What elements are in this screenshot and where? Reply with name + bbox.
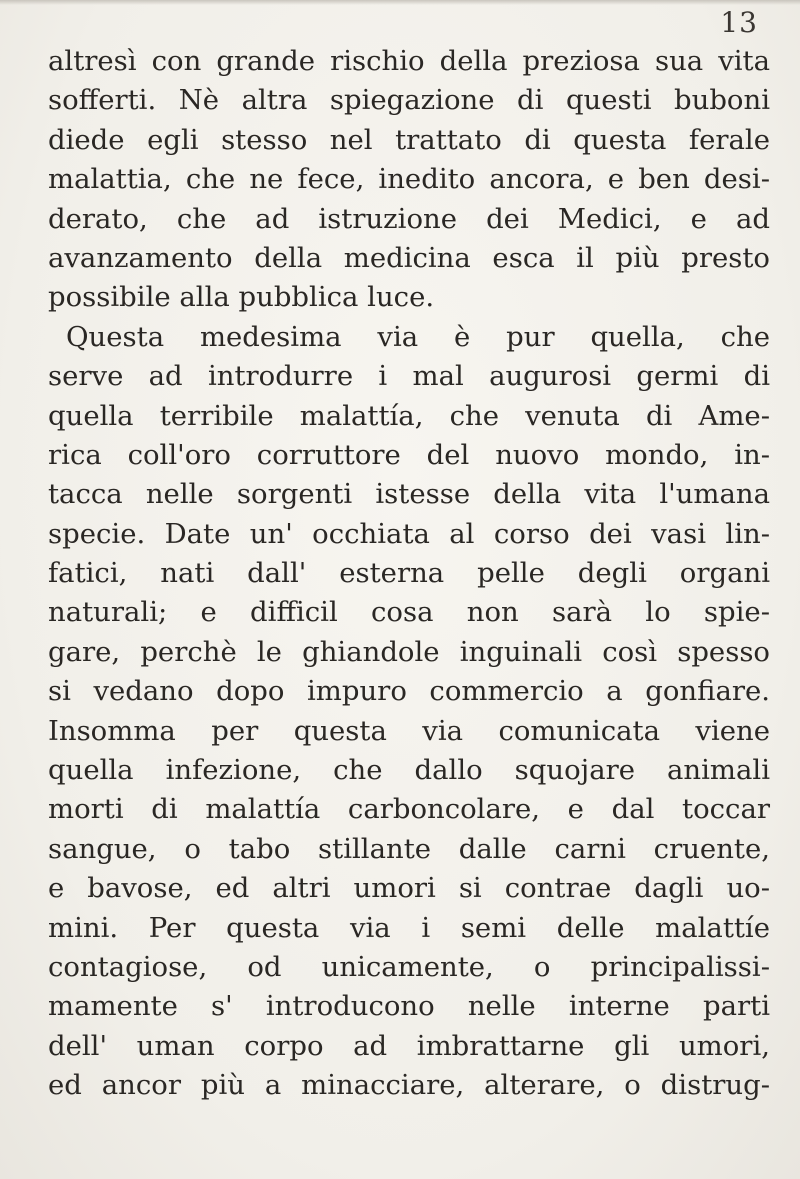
- text-line: contagiose, od unicamente, o principalissi-: [48, 950, 770, 983]
- text-line: ed ancor più a minacciare, alterare, o distrug-: [48, 1069, 770, 1102]
- text-line: possibile alla pubblica luce.: [48, 281, 435, 314]
- text-line: mini. Per questa via i semi delle malattíe: [48, 911, 770, 944]
- text-line: Insomma per questa via comunicata viene: [48, 714, 770, 747]
- text-line: quella terribile malattía, che venuta di Ame-: [48, 399, 770, 432]
- page-number: 13: [720, 6, 758, 39]
- text-line: quella infezione, che dallo squojare animali: [48, 754, 770, 787]
- text-line: dell' uman corpo ad imbrattarne gli umori,: [48, 1029, 770, 1062]
- text-line: si vedano dopo impuro commercio a gonfiare.: [48, 675, 770, 708]
- text-line: gare, perchè le ghiandole inguinali così spesso: [48, 635, 770, 668]
- text-line: altresì con grande rischio della preziosa sua vita: [48, 45, 770, 77]
- text-line: diede egli stesso nel trattato di questa ferale: [48, 123, 770, 156]
- text-line: e bavose, ed altri umori si contrae dagli uo-: [48, 872, 770, 905]
- text-line: serve ad introdurre i mal augurosi germi di: [48, 360, 770, 393]
- page-top-edge: [0, 0, 800, 5]
- text-line: derato, che ad istruzione dei Medici, e ad: [48, 202, 770, 235]
- text-line: rica coll'oro corruttore del nuovo mondo, in-: [48, 438, 770, 471]
- text-line: sofferti. Nè altra spiegazione di questi buboni: [48, 84, 770, 117]
- body-text: [48, 42, 770, 1106]
- text-line: naturali; e difficil cosa non sarà lo spie-: [48, 596, 770, 629]
- text-line: mamente s' introducono nelle interne parti: [48, 990, 770, 1023]
- text-line: sangue, o tabo stillante dalle carni cruente,: [48, 832, 770, 865]
- text-line: tacca nelle sorgenti istesse della vita l'umana: [48, 478, 770, 511]
- text-line: avanzamento della medicina esca il più presto: [48, 241, 770, 274]
- text-line: malattia, che ne fece, inedito ancora, e ben desi-: [48, 163, 770, 196]
- text-line: morti di malattía carboncolare, e dal toccar: [48, 793, 770, 826]
- text-line: Questa medesima via è pur quella, che: [66, 320, 770, 353]
- text-line: fatici, nati dall' esterna pelle degli organi: [48, 557, 770, 590]
- text-line: specie. Date un' occhiata al corso dei vasi lin-: [48, 517, 770, 550]
